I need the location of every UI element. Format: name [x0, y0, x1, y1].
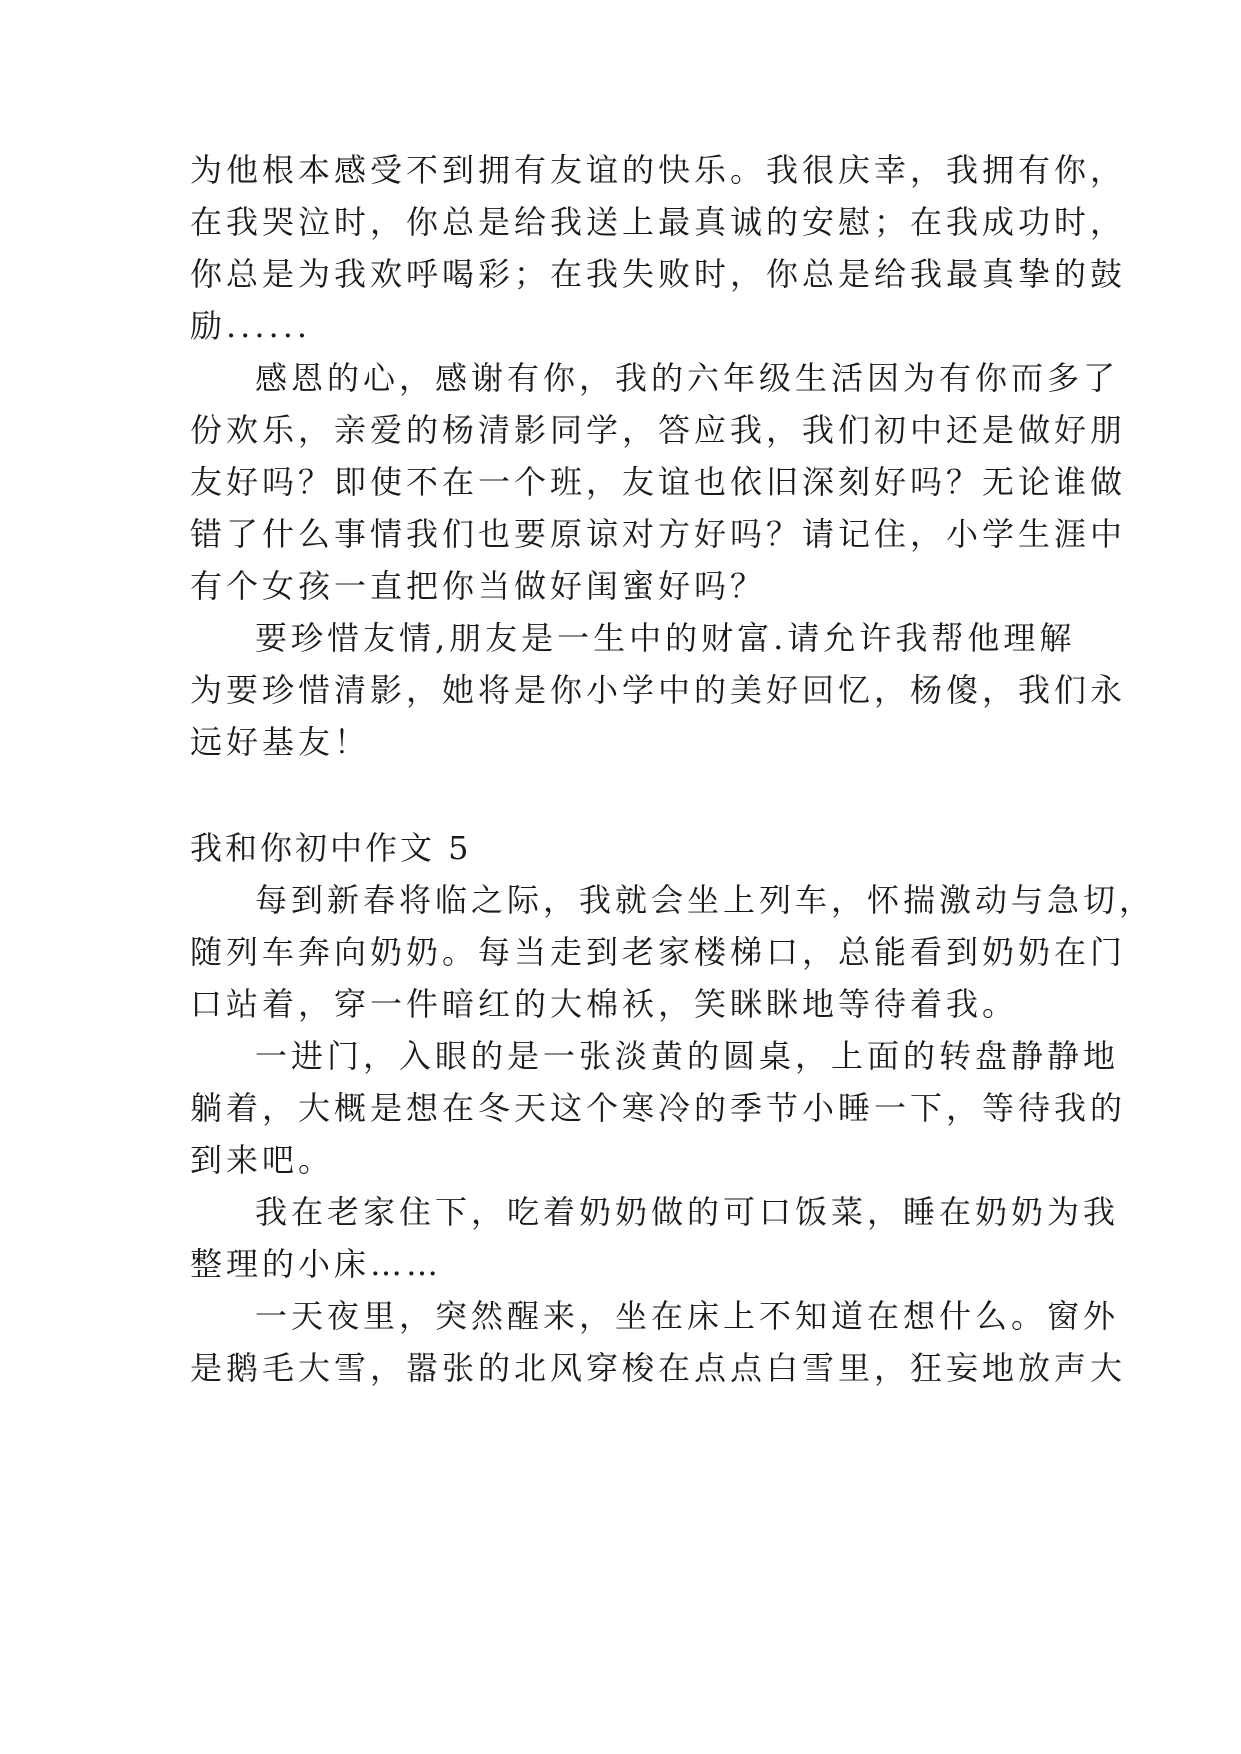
text-line: 你总是为我欢呼喝彩；在我失败时，你总是给我最真挚的鼓 — [190, 255, 1127, 293]
paragraph-first-line: 一进门，入眼的是一张淡黄的圆桌，上面的转盘静静地 — [255, 1037, 1120, 1075]
text-line: 到来吧。 — [190, 1141, 335, 1179]
text-line: 份欢乐，亲爱的杨清影同学，答应我，我们初中还是做好朋 — [190, 411, 1127, 449]
paragraph-first-line: 感恩的心，感谢有你，我的六年级生活因为有你而多了 — [255, 359, 1120, 397]
text-line: 为他根本感受不到拥有友谊的快乐。我很庆幸，我拥有你， — [190, 151, 1127, 189]
text-line: 友好吗？即使不在一个班，友谊也依旧深刻好吗？无论谁做 — [190, 463, 1127, 501]
text-line: 远好基友！ — [190, 723, 371, 761]
text-line: 为要珍惜清影，她将是你小学中的美好回忆，杨傻，我们永 — [190, 671, 1127, 709]
text-line: 口站着，穿一件暗红的大棉袄，笑眯眯地等待着我。 — [190, 985, 1019, 1023]
text-line: 在我哭泣时，你总是给我送上最真诚的安慰；在我成功时， — [190, 203, 1127, 241]
paragraph-first-line: 要珍惜友情,朋友是一生中的财富.请允许我帮他理解 — [255, 619, 1076, 657]
paragraph-first-line: 一天夜里，突然醒来，坐在床上不知道在想什么。窗外 — [255, 1297, 1120, 1335]
text-line: 励...... — [190, 307, 312, 345]
paragraph-first-line: 我在老家住下，吃着奶奶做的可口饭菜，睡在奶奶为我 — [255, 1193, 1120, 1231]
section-title: 我和你初中作文 5 — [190, 829, 472, 867]
text-line: 躺着，大概是想在冬天这个寒冷的季节小睡一下，等待我的 — [190, 1089, 1127, 1127]
text-line: 有个女孩一直把你当做好闺蜜好吗？ — [190, 567, 767, 605]
text-line: 是鹅毛大雪，嚣张的北风穿梭在点点白雪里，狂妄地放声大 — [190, 1349, 1127, 1387]
text-line: 错了什么事情我们也要原谅对方好吗？请记住，小学生涯中 — [190, 515, 1127, 553]
text-line: 整理的小床…… — [190, 1245, 443, 1283]
paragraph-first-line: 每到新春将临之际，我就会坐上列车，怀揣激动与急切， — [255, 881, 1156, 919]
text-line: 随列车奔向奶奶。每当走到老家楼梯口，总能看到奶奶在门 — [190, 933, 1127, 971]
